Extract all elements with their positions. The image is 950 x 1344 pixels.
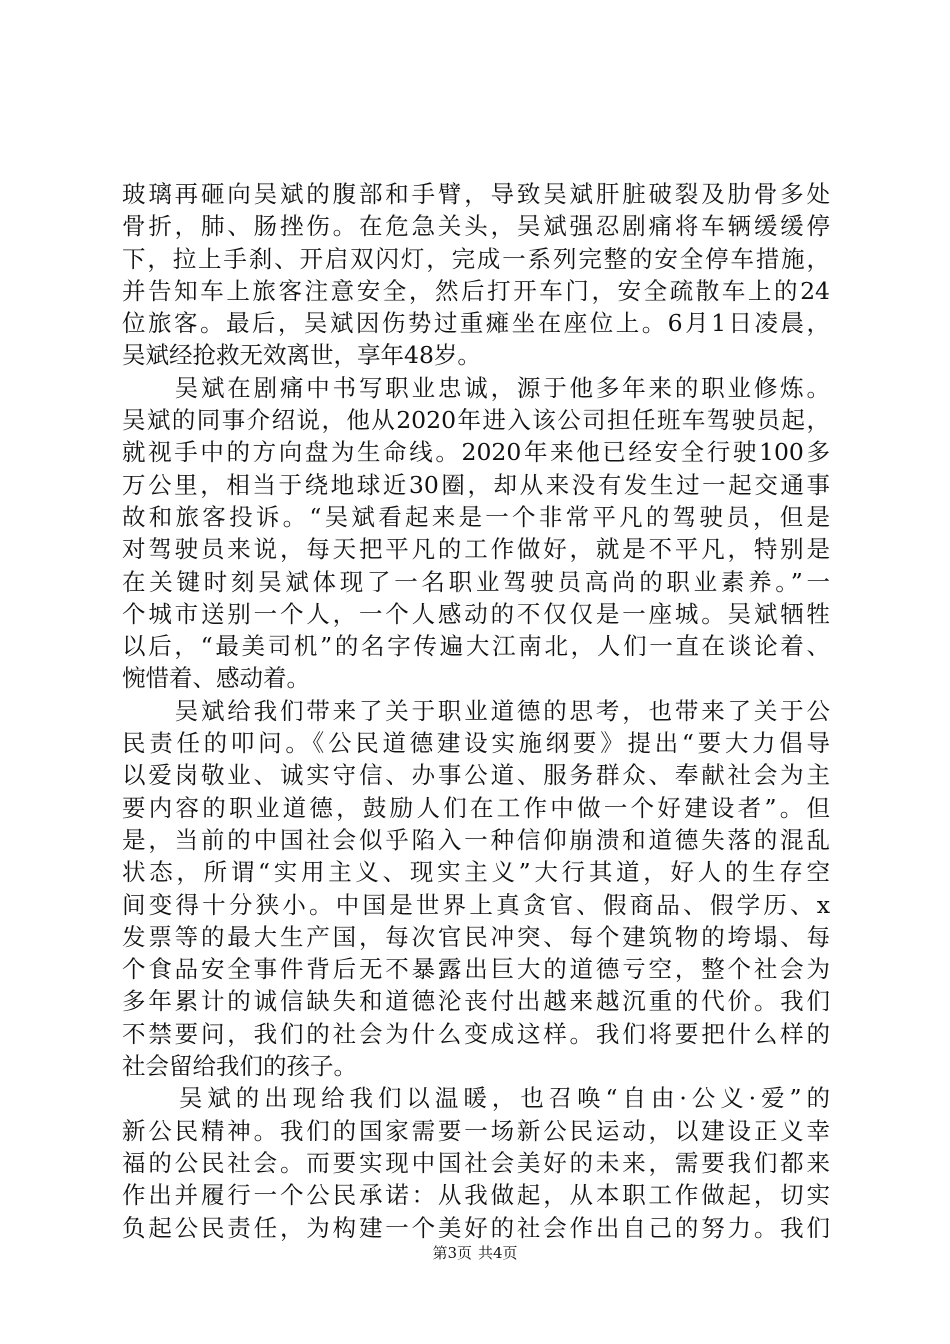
text-line: 故和旅客投诉。“吴斌看起来是一个非常平凡的驾驶员，但是	[122, 502, 830, 531]
text-line: 以后，“最美司机”的名字传遍大江南北，人们一直在谈论着、	[122, 632, 830, 661]
text-line: 万公里，相当于绕地球近30圈，却从来没有发生过一起交通事	[122, 470, 830, 499]
text-line: 惋惜着、感动着。	[122, 664, 310, 693]
text-line: 不禁要问，我们的社会为什么变成这样。我们将要把什么样的	[122, 1019, 830, 1048]
text-line: 在关键时刻吴斌体现了一名职业驾驶员高尚的职业素养。”一	[122, 567, 830, 596]
text-line: 并告知车上旅客注意安全，然后打开车门，安全疏散车上的24	[122, 276, 830, 305]
text-line: 多年累计的诚信缺失和道德沦丧付出越来越沉重的代价。我们	[122, 987, 830, 1016]
text-line: 民责任的叩问。《公民道德建设实施纲要》提出“要大力倡导	[122, 729, 830, 758]
text-line: 对驾驶员来说，每天把平凡的工作做好，就是不平凡，特别是	[122, 535, 830, 564]
text-line: 个城市送别一个人，一个人感动的不仅仅是一座城。吴斌牺牲	[122, 599, 830, 628]
page-footer	[0, 1243, 950, 1263]
text-line: 福的公民社会。而要实现中国社会美好的未来，需要我们都来	[122, 1148, 830, 1177]
text-line: 吴斌的同事介绍说，他从2020年进入该公司担任班车驾驶员起，	[122, 406, 830, 435]
text-line: 新公民精神。我们的国家需要一场新公民运动，以建设正义幸	[122, 1116, 830, 1145]
page-number: 第3页	[432, 1244, 472, 1262]
text-line: 间变得十分狭小。中国是世界上真贪官、假商品、假学历、x	[122, 890, 830, 919]
text-line: 是，当前的中国社会似乎陷入一种信仰崩溃和道德失落的混乱	[122, 825, 830, 854]
page-total: 共4页	[478, 1244, 518, 1262]
text-line: 作出并履行一个公民承诺：从我做起，从本职工作做起，切实	[122, 1181, 830, 1210]
text-line: 吴斌给我们带来了关于职业道德的思考，也带来了关于公	[122, 696, 830, 725]
text-line: 要内容的职业道德，鼓励人们在工作中做一个好建设者”。但	[122, 793, 830, 822]
text-line: 吴斌经抢救无效离世，享年48岁。	[122, 341, 481, 370]
paragraph	[122, 1082, 830, 1243]
document-body	[122, 178, 830, 1244]
text-line: 社会留给我们的孩子。	[122, 1052, 357, 1081]
paragraph	[122, 372, 830, 695]
text-line: 负起公民责任，为构建一个美好的社会作出自己的努力。我们	[122, 1213, 830, 1242]
text-line: 骨折，肺、肠挫伤。在危急关头，吴斌强忍剧痛将车辆缓缓停	[122, 212, 830, 241]
text-line: 吴斌的出现给我们以温暖，也召唤“自由·公义·爱”的	[122, 1084, 830, 1113]
text-line: 发票等的最大生产国，每次官民冲突、每个建筑物的垮塌、每	[122, 922, 830, 951]
text-line: 就视手中的方向盘为生命线。2020年来他已经安全行驶100多	[122, 438, 830, 467]
text-line: 玻璃再砸向吴斌的腹部和手臂，导致吴斌肝脏破裂及肋骨多处	[122, 180, 830, 208]
text-line: 状态，所谓“实用主义、现实主义”大行其道，好人的生存空	[122, 858, 830, 887]
text-line: 位旅客。最后，吴斌因伤势过重瘫坐在座位上。6月1日凌晨，	[122, 309, 830, 338]
text-line: 吴斌在剧痛中书写职业忠诚，源于他多年来的职业修炼。	[122, 373, 830, 402]
text-line: 个食品安全事件背后无不暴露出巨大的道德亏空，整个社会为	[122, 955, 830, 984]
paragraph	[122, 695, 830, 1083]
text-line: 下，拉上手刹、开启双闪灯，完成一系列完整的安全停车措施，	[122, 244, 830, 273]
paragraph	[122, 178, 830, 372]
text-line: 以爱岗敬业、诚实守信、办事公道、服务群众、奉献社会为主	[122, 761, 830, 790]
